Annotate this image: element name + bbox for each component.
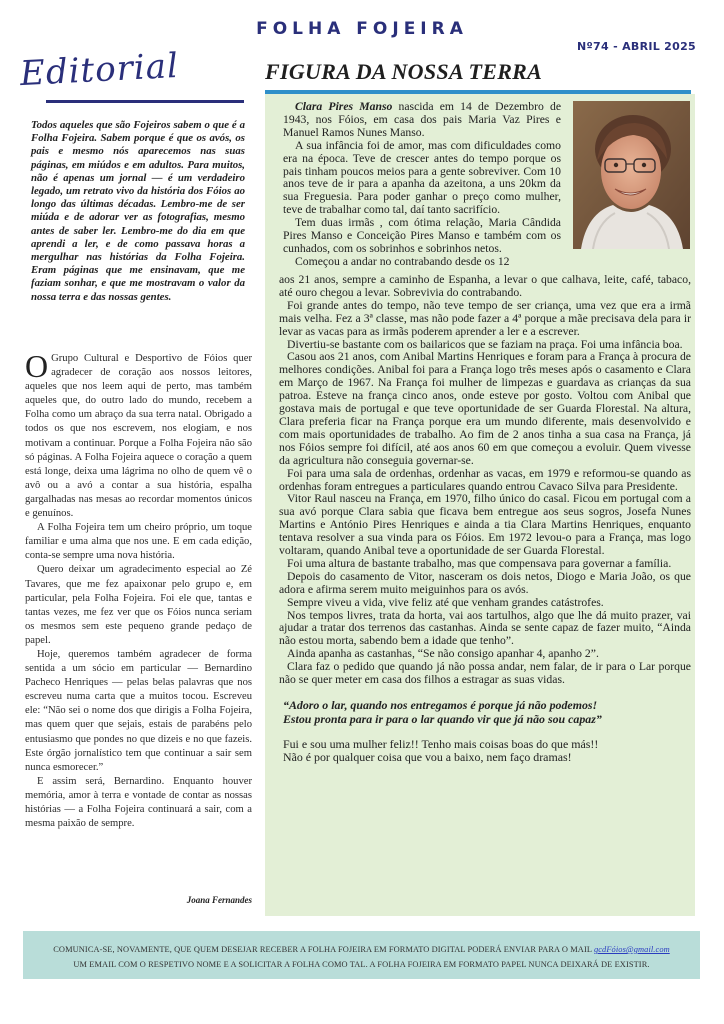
editorial-paragraph: Quero deixar um agradecimento especial ao Zé Tavares, que me fez apaixonar pelo grupo e, em particular, pela Folha Fojeira. Foi ele que, tantas e tantas vezes, me fez ver que os Fóios nunca seriam os mesmos sem este pequeno grande pedaço de papel. <box>25 564 252 646</box>
feature-first-text: nascida em 14 de Dezembro de 1943, nos Fóios, em casa dos pais Maria Vaz Pires e Manuel Ramos Nunes Manso. <box>283 100 562 139</box>
footer-text <box>23 942 700 972</box>
footer-line-2: UM EMAIL COM O RESPETIVO NOME E A SOLICITAR A FOLHA COMO TAL. A FOLHA FOJEIRA EM FORMATO PAPEL NUNCA DEIXARÁ DE EXISTIR. <box>73 960 650 969</box>
feature-paragraph: A sua infância foi de amor, mas com dificuldades como era na época. Teve de crescer antes do tempo porque os pais tinham poucos meios para a gente sobreviver. Com 10 anos teve de ir para a apanha da azeitona, a uns 20km da sua Freguesia. Para poder ganhar o preço como mulher, teve de trabalhar como tal, daí tanto sacrifício. <box>283 138 561 217</box>
feature-paragraph: Foi grande antes do tempo, não teve tempo de ser criança, uma vez que era a irmã mais velha. Fez a 3ª classe, mas não pode fazer a 4ª porque a mãe precisava dela para ir levar as vacas para as irmãs poderem aprender a ler e a escrever. <box>279 298 691 338</box>
editorial-divider <box>46 100 244 103</box>
feature-paragraph: Foi uma altura de bastante trabalho, mas que compensava para governar a família. <box>287 556 672 570</box>
editorial-paragraph: Hoje, queremos também agradecer de forma sentida a um sócio em particular — Bernardino Pacheco Henriques — pelas belas palavras que nos escreveu numa carta que a muitos tocou. Escreveu ele: “Não sei o nome dos que dirigis a Folha Fojeira, mas quem quer que sejais, estais de parabéns pelo entusiasmo que pondes no que dizeis e no que fazeis. Este órgão jornalístico tem que continuar a sair sem nunca esmorecer.” <box>25 648 252 773</box>
feature-quote <box>279 699 691 726</box>
editorial-intro: Todos aqueles que são Fojeiros sabem o que é a Folha Fojeira. Sabem porque é que os avós, os pais e mesmo nós aparecemos nas suas páginas, em miúdos e em adultos. Para muitos, não é apenas um jornal — é um verdadeiro legado, um retrato vivo da história dos Fóios ao longo das últimas décadas. Lembro-me de ser miúda e de adorar ver as fotografias, mesmo antes de saber ler. Lembro-me do dia em que aprendi a ler, e de como passava horas a mergulhar nas histórias da Folha Fojeira. Eram páginas que me ensinavam, que me faziam sonhar, e que me mostravam o valor da nossa terra e das nossas gentes. <box>31 119 245 303</box>
portrait-photo <box>573 101 690 249</box>
feature-paragraph: Nos tempos livres, trata da horta, vai aos tartulhos, algo que lhe dá muito prazer, vai ajudar a tratar dos terrenos das castanhas. Ainda se sente capaz de fazer muito, “Ainda não estou morta, sabendo bem a idade que tenho”. <box>279 608 691 648</box>
feature-paragraph: Começou a andar no contrabando desde os 12 <box>295 254 510 268</box>
feature-title: FIGURA DA NOSSA TERRA <box>265 59 543 84</box>
editorial-paragraph: E assim será, Bernardino. Enquanto houver memória, amor à terra e vontade de contar as nossas histórias — a Folha Fojeira continuará a sair, com a mesma paixão de sempre. <box>25 775 252 830</box>
feature-closing <box>279 738 691 765</box>
feature-intro-text <box>283 101 561 269</box>
editorial-paragraph-text: Grupo Cultural e Desportivo de Fóios quer agradecer de coração aos nossos leitores, aqueles que nos leem aqui de perto, mas também aqueles que, do outro lado do mundo, recebem a Folha como um abraço da sua terra natal. Obrigado a todos os que nos escrevem, nos elogiam, e nos motivam a continuar. Porque a Folha Fojeira não são só páginas. A Folha Fojeira aquece o coração a quem está longe, deixa uma lágrima no olho de quem vê o avô ou a avó a contar a sua história, espalha gargalhadas nas mesas ao recordar momentos únicos e genuínos. <box>25 353 252 520</box>
quote-line: Estou pronta para ir para o lar quando vir que já não sou capaz” <box>283 711 602 726</box>
editorial-body <box>25 348 252 831</box>
drop-cap: O <box>25 348 49 384</box>
closing-line: Não é por qualquer coisa que vou a baixo, nem faço dramas! <box>283 750 572 765</box>
editorial-author: Joana Fernandes <box>186 895 252 905</box>
masthead-title: FOLHA FOJEIRA <box>256 19 468 39</box>
feature-paragraph: Vitor Raul nasceu na França, em 1970, filho único do casal. Ficou em portugal com a sua avó porque Clara sabia que ficava bem entregue aos seus sogros, Josefa Nunes Martins e António Pires Henriques e ainda a tia Clara Martins Henriques, enquanto tentava resolver a sua vinda para os Fóios. Em 1972 levou-o para a França, mas logo voltaram, quando Anibal teve a oportunidade de ser Guarda Florestal. <box>279 492 691 558</box>
footer-banner <box>23 931 700 979</box>
feature-paragraph: Clara faz o pedido que quando já não possa andar, nem falar, de ir para o Lar porque não se quer meter em casa dos filhos a estragar as suas vidas. <box>279 660 691 687</box>
feature-panel <box>265 94 695 916</box>
feature-paragraph: aos 21 anos, sempre a caminho de Espanha, a levar o que calhava, leite, café, tabaco, até ouro chegou a levar. Sobrevivia do contrabando. <box>279 273 691 299</box>
feature-paragraph: Ainda apanha as castanhas, “Se não consigo apanhar 4, apanho 2”. <box>287 647 599 661</box>
feature-paragraph: Foi para uma sala de ordenhas, ordenhar as vacas, em 1979 e reformou-se quando as ordenhas foram entregues a particulares quando entrou Cavaco Silva para Presidente. <box>279 466 691 493</box>
feature-paragraph: Tem duas irmãs , com ótima relação, Maria Cândida Pires Manso e Conceição Pires Manso e também com os cunhados, com os sobrinhos e sobrinhos netos. <box>283 216 561 255</box>
footer-line-1 <box>23 942 700 957</box>
feature-paragraph: Sempre viveu a vida, vive feliz até que venham grandes catástrofes. <box>287 595 604 609</box>
subject-name: Clara Pires Manso <box>295 100 393 113</box>
editorial-paragraph <box>25 348 252 521</box>
portrait-illustration <box>573 101 690 249</box>
closing-line: Fui e sou uma mulher feliz!! Tenho mais coisas boas do que más!! <box>283 737 599 751</box>
editorial-title: Editorial <box>19 45 180 95</box>
feature-paragraph: Divertiu-se bastante com os bailaricos que se faziam na praça. Foi uma infância boa. <box>287 337 683 351</box>
feature-paragraph: Casou aos 21 anos, com Anibal Martins Henriques e foram para a França à procura de melhores condições. Anibal foi para a França logo três meses após o casamento e Clara em Março de 1967. Na França foi mulher de limpezas e guardava as crianças da sua patroa. Esteve na frança cinco anos, onde esteve por gosto. Voltou com Anibal que gostava mais de portugal e que teve oportunidade de ser Guarda Florestal. Na altura, Clara preferia ficar na França porque era um mundo diferente, mais desenvolvido e com mais oportunidades de trabalho. Ao fim de 2 anos tinha a sua casa na França, já nos Fóios sempre foi difícil, até aos anos 60 em que começou a evoluir. Quem vivesse da agricultura não conseguia governar-se. <box>279 350 691 467</box>
feature-main-text <box>279 274 691 765</box>
feature-paragraph: Depois do casamento de Vitor, nasceram os dois netos, Diogo e Maria João, os que adora e afirma serem muito meiguinhos para os avós. <box>279 569 691 596</box>
quote-line: “Adoro o lar, quando nos entregamos é porque já não podemos! <box>283 698 598 712</box>
editorial-paragraph: A Folha Fojeira tem um cheiro próprio, um toque familiar e uma alma que nos une. E em cada edição, conta-se sempre uma nova história. <box>25 522 252 562</box>
footer-line-1-text: COMUNICA-SE, NOVAMENTE, QUE QUEM DESEJAR RECEBER A FOLHA FOJEIRA EM FORMATO DIGITAL PODERÁ ENVIAR PARA O MAIL <box>53 945 594 954</box>
feature-paragraph <box>283 101 561 140</box>
email-link[interactable]: gcdFóios@gmail.com <box>593 945 670 954</box>
edition-number: Nº74 - ABRIL 2025 <box>577 40 696 53</box>
